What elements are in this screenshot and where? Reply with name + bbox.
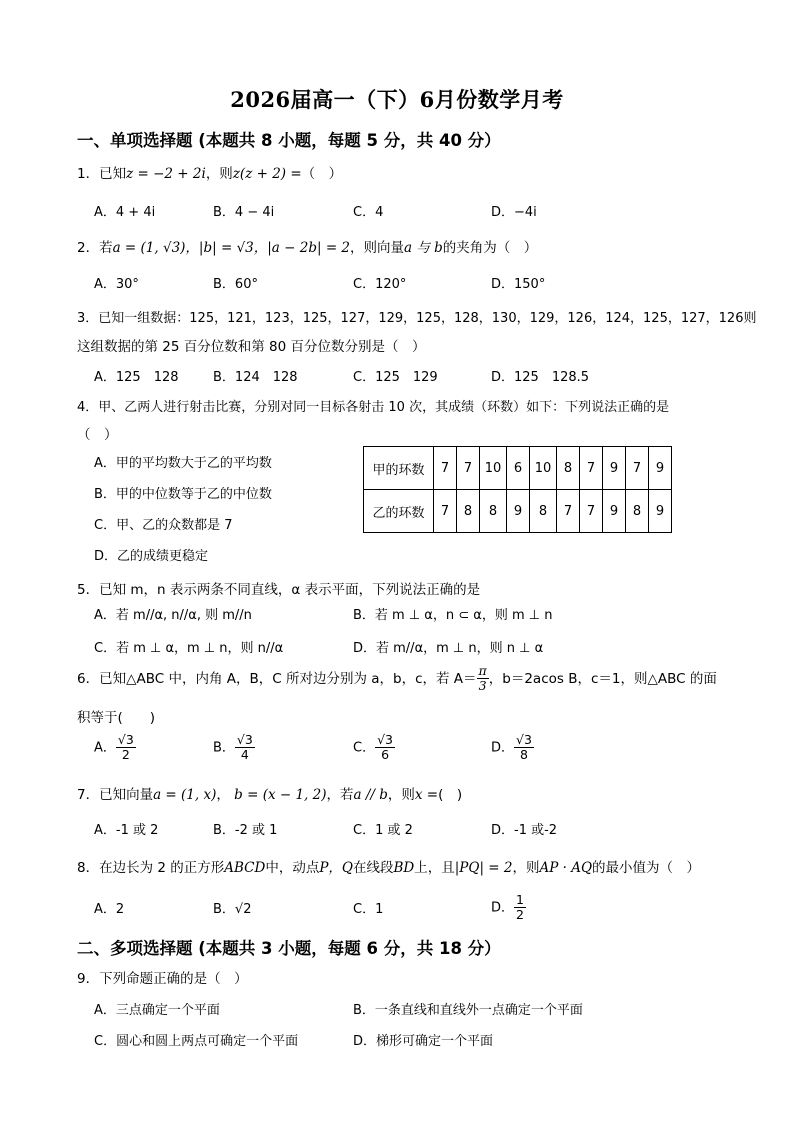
question-8-option-a[interactable]: A．2 xyxy=(94,902,125,917)
question-1-option-c[interactable]: C．4 xyxy=(353,205,384,220)
question-6-option-d[interactable]: D． $\frac{√3}{8}$ xyxy=(491,732,532,763)
table-cell: 9 xyxy=(603,490,626,533)
question-9-stem: 9．下列命题正确的是（ ） xyxy=(77,971,248,987)
question-6-option-c[interactable]: C． $\frac{√3}{6}$ xyxy=(353,732,393,763)
question-4-option-a[interactable]: A．甲的平均数大于乙的平均数 xyxy=(94,456,272,471)
row-label-yi: 乙的环数 xyxy=(364,490,434,533)
question-5-option-c[interactable]: C．若 m ⊥ α，m ⊥ n，则 n//α xyxy=(94,641,284,656)
score-table-row-yi xyxy=(364,490,672,533)
question-7-stem: 7．已知向量a = (1, x)， b = (x − 1, 2)，若a // b，则x =( ) xyxy=(77,787,463,803)
table-cell: 10 xyxy=(530,447,557,490)
question-6-stem-line-2: 积等于( ) xyxy=(77,710,156,726)
question-6-option-b[interactable]: B． $\frac{√3}{4}$ xyxy=(213,732,253,763)
table-cell: 10 xyxy=(480,447,507,490)
question-7-option-a[interactable]: A．-1 或 2 xyxy=(94,823,159,838)
question-3-option-d[interactable]: D．125 128.5 xyxy=(491,370,590,385)
question-7-option-b[interactable]: B．-2 或 1 xyxy=(213,823,278,838)
row-label-jia: 甲的环数 xyxy=(364,447,434,490)
question-8-option-c[interactable]: C．1 xyxy=(353,902,384,917)
question-3-option-b[interactable]: B．124 128 xyxy=(213,370,298,385)
question-4-option-c[interactable]: C．甲、乙的众数都是 7 xyxy=(94,518,233,533)
question-3-option-a[interactable]: A．125 128 xyxy=(94,370,179,385)
table-cell: 9 xyxy=(649,447,672,490)
table-cell: 8 xyxy=(457,490,480,533)
question-9-option-c[interactable]: C．圆心和圆上两点可确定一个平面 xyxy=(94,1034,299,1049)
question-2-stem: 2．若a = (1, √3)，|b| = √3，|a − 2b| = 2，则向量a 与 b的夹角为（ ） xyxy=(77,240,538,256)
table-cell: 8 xyxy=(626,490,649,533)
question-7-option-d[interactable]: D．-1 或-2 xyxy=(491,823,558,838)
question-8-stem: 8．在边长为 2 的正方形ABCD中，动点P，Q在线段BD上，且|PQ| = 2，则AP · AQ的最小值为（ ） xyxy=(77,860,701,876)
table-cell: 8 xyxy=(557,447,580,490)
question-2-option-d[interactable]: D．150° xyxy=(491,277,546,292)
question-6-stem-line-1: 6．已知△ABC 中，内角 A，B，C 所对边分别为 a，b，c，若 A＝ $\frac{\pi}{3}$ ，b＝2acos B，c＝1，则△ABC 的面 xyxy=(77,663,717,694)
question-4-stem-line-2: （ ） xyxy=(77,427,118,443)
question-4-option-d[interactable]: D．乙的成绩更稳定 xyxy=(94,549,209,564)
question-2-option-a[interactable]: A．30° xyxy=(94,277,139,292)
score-table-row-jia xyxy=(364,447,672,490)
table-cell: 9 xyxy=(603,447,626,490)
question-4-option-b[interactable]: B．甲的中位数等于乙的中位数 xyxy=(94,487,272,502)
table-cell: 7 xyxy=(434,490,457,533)
question-1-option-b[interactable]: B．4 − 4i xyxy=(213,205,275,220)
question-9-option-d[interactable]: D．梯形可确定一个平面 xyxy=(353,1034,494,1049)
question-6-option-a[interactable]: A． $\frac{√3}{2}$ xyxy=(94,732,134,763)
angle-fraction: $\frac{\pi}{3}$ xyxy=(478,663,487,694)
question-2-option-c[interactable]: C．120° xyxy=(353,277,407,292)
table-cell: 9 xyxy=(507,490,530,533)
question-3-stem-line-1: 3．已知一组数据：125，121，123，125，127，129，125，128，130，129，126，124，125，127，126则 xyxy=(77,311,757,326)
section-1-heading: 一、单项选择题 (本题共 8 小题，每题 5 分，共 40 分） xyxy=(77,131,501,150)
section-2-heading: 二、多项选择题 (本题共 3 小题，每题 6 分，共 18 分） xyxy=(77,939,501,958)
question-1-stem: 1．已知z = −2 + 2i，则z(z + 2) =（ ） xyxy=(77,166,343,182)
question-5-option-d[interactable]: D．若 m//α，m ⊥ n，则 n ⊥ α xyxy=(353,641,544,656)
question-1-option-a[interactable]: A．4 + 4i xyxy=(94,205,156,220)
question-2-option-b[interactable]: B．60° xyxy=(213,277,258,292)
table-cell: 9 xyxy=(649,490,672,533)
question-5-stem: 5．已知 m，n 表示两条不同直线，α 表示平面，下列说法正确的是 xyxy=(77,582,481,598)
question-3-option-c[interactable]: C．125 129 xyxy=(353,370,438,385)
question-5-option-b[interactable]: B．若 m ⊥ α，n ⊂ α，则 m ⊥ n xyxy=(353,608,553,623)
score-table xyxy=(363,446,672,533)
table-cell: 8 xyxy=(480,490,507,533)
question-5-option-a[interactable]: A．若 m//α, n//α, 则 m//n xyxy=(94,608,252,623)
table-cell: 7 xyxy=(626,447,649,490)
table-cell: 8 xyxy=(530,490,557,533)
question-4-stem-line-1: 4．甲、乙两人进行射击比赛，分别对同一目标各射击 10 次，其成绩（环数）如下：下列说法正确的是 xyxy=(77,400,670,415)
table-cell: 7 xyxy=(434,447,457,490)
table-cell: 7 xyxy=(557,490,580,533)
table-cell: 7 xyxy=(457,447,480,490)
question-8-option-d[interactable]: D． $\frac{1}{2}$ xyxy=(491,892,524,923)
question-8-option-b[interactable]: B．√2 xyxy=(213,902,252,917)
table-cell: 7 xyxy=(580,447,603,490)
question-1-option-d[interactable]: D．−4i xyxy=(491,205,537,220)
table-cell: 7 xyxy=(580,490,603,533)
page-title: 2026届高一（下）6月份数学月考 xyxy=(230,87,564,112)
question-9-option-b[interactable]: B．一条直线和直线外一点确定一个平面 xyxy=(353,1003,583,1018)
question-3-stem-line-2: 这组数据的第 25 百分位数和第 80 百分位数分别是（ ） xyxy=(77,339,426,355)
question-9-option-a[interactable]: A．三点确定一个平面 xyxy=(94,1003,220,1018)
table-cell: 6 xyxy=(507,447,530,490)
question-7-option-c[interactable]: C．1 或 2 xyxy=(353,823,413,838)
